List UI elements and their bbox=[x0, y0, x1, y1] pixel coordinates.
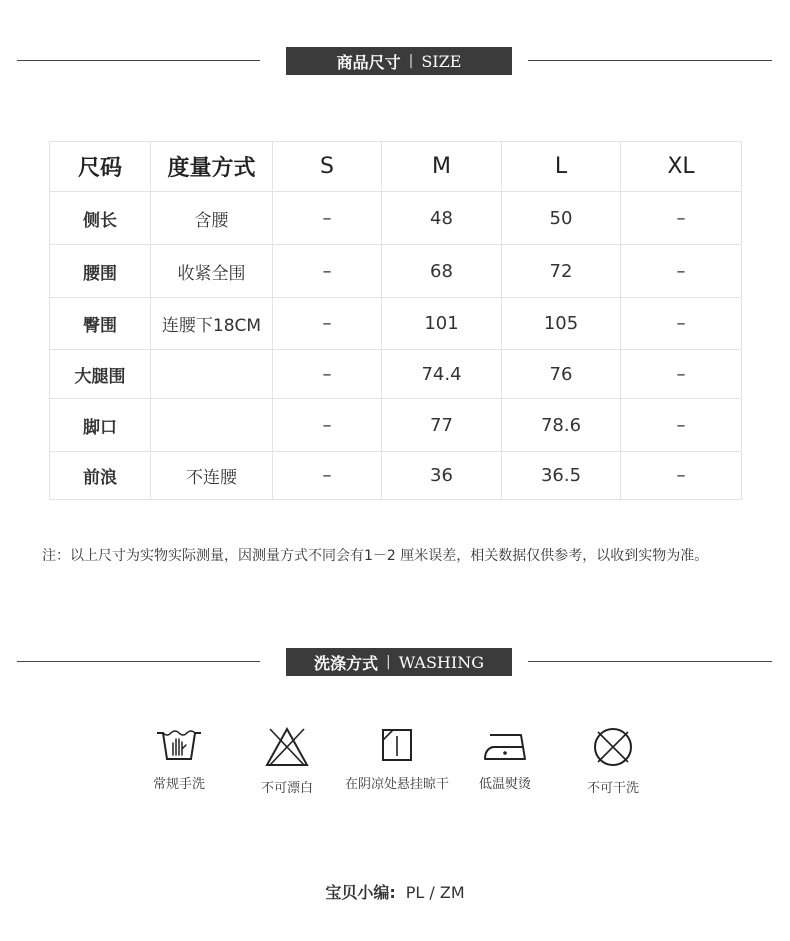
line-dry-shade-icon bbox=[380, 725, 414, 765]
hand-wash-icon bbox=[154, 725, 204, 765]
editor-credit bbox=[0, 880, 790, 903]
table-row bbox=[50, 452, 742, 500]
no-dry-clean-icon bbox=[591, 725, 635, 769]
table-row bbox=[50, 245, 742, 298]
header-cell-xl: XL bbox=[621, 142, 742, 192]
row-label: 脚口 bbox=[50, 399, 151, 452]
cell-l: 78.6 bbox=[502, 399, 621, 452]
no-bleach-icon bbox=[264, 725, 310, 769]
cell-m: 74.4 bbox=[382, 350, 502, 399]
size-title-en: SIZE bbox=[421, 51, 462, 71]
washing-banner bbox=[286, 648, 512, 676]
care-label: 常规手洗 bbox=[152, 777, 205, 792]
cell-l: 36.5 bbox=[502, 452, 621, 500]
editor-value: PL / ZM bbox=[405, 883, 465, 902]
row-label: 臀围 bbox=[50, 298, 151, 350]
row-label: 前浪 bbox=[50, 452, 151, 500]
row-label: 大腿围 bbox=[50, 350, 151, 399]
cell-l: 50 bbox=[502, 192, 621, 245]
header-cell-l: L bbox=[502, 142, 621, 192]
cell-xl: – bbox=[621, 192, 742, 245]
row-method bbox=[151, 399, 273, 452]
care-item-no-dry-clean bbox=[548, 725, 678, 796]
header-cell-size: 尺码 bbox=[50, 142, 151, 192]
row-method: 收紧全围 bbox=[151, 245, 273, 298]
size-table bbox=[49, 141, 742, 500]
measurement-note: 注：以上尺寸为实物实际测量，因测量方式不同会有1－2 厘米误差，相关数据仅供参考，以收到实物为准。 bbox=[42, 548, 709, 564]
care-label: 在阴凉处悬挂晾干 bbox=[344, 777, 449, 792]
cell-m: 36 bbox=[382, 452, 502, 500]
washing-title-separator: | bbox=[386, 654, 391, 670]
cell-xl: – bbox=[621, 245, 742, 298]
cell-l: 72 bbox=[502, 245, 621, 298]
header-cell-m: M bbox=[382, 142, 502, 192]
header-cell-method: 度量方式 bbox=[151, 142, 273, 192]
size-title-separator: | bbox=[408, 53, 414, 69]
cell-xl: – bbox=[621, 452, 742, 500]
care-label: 不可漂白 bbox=[260, 781, 313, 796]
washing-title-zh: 洗涤方式 bbox=[314, 653, 379, 673]
cell-l: 76 bbox=[502, 350, 621, 399]
care-label: 低温熨烫 bbox=[478, 777, 531, 792]
washing-title-en: WASHING bbox=[398, 652, 484, 672]
cell-xl: – bbox=[621, 399, 742, 452]
cell-m: 68 bbox=[382, 245, 502, 298]
row-method: 含腰 bbox=[151, 192, 273, 245]
care-label: 不可干洗 bbox=[586, 781, 639, 796]
row-label: 腰围 bbox=[50, 245, 151, 298]
cell-xl: – bbox=[621, 298, 742, 350]
table-row bbox=[50, 350, 742, 399]
header-cell-s: S bbox=[273, 142, 382, 192]
cell-m: 48 bbox=[382, 192, 502, 245]
row-method bbox=[151, 350, 273, 399]
row-label: 侧长 bbox=[50, 192, 151, 245]
low-iron-icon bbox=[481, 725, 529, 765]
divider-right bbox=[528, 661, 772, 662]
divider-left bbox=[17, 661, 260, 662]
cell-m: 101 bbox=[382, 298, 502, 350]
cell-s: – bbox=[273, 192, 382, 245]
table-row bbox=[50, 192, 742, 245]
cell-l: 105 bbox=[502, 298, 621, 350]
divider-right bbox=[528, 60, 772, 61]
size-section-header bbox=[0, 47, 790, 75]
cell-xl: – bbox=[621, 350, 742, 399]
table-row bbox=[50, 298, 742, 350]
cell-s: – bbox=[273, 245, 382, 298]
size-banner bbox=[286, 47, 512, 75]
divider-left bbox=[17, 60, 260, 61]
washing-section-header bbox=[0, 648, 790, 676]
size-title-zh: 商品尺寸 bbox=[336, 52, 401, 72]
cell-s: – bbox=[273, 452, 382, 500]
row-method: 连腰下18CM bbox=[151, 298, 273, 350]
cell-s: – bbox=[273, 298, 382, 350]
cell-m: 77 bbox=[382, 399, 502, 452]
cell-s: – bbox=[273, 399, 382, 452]
editor-label: 宝贝小编: bbox=[325, 883, 396, 902]
table-header-row bbox=[50, 142, 742, 192]
cell-s: – bbox=[273, 350, 382, 399]
row-method: 不连腰 bbox=[151, 452, 273, 500]
table-row bbox=[50, 399, 742, 452]
